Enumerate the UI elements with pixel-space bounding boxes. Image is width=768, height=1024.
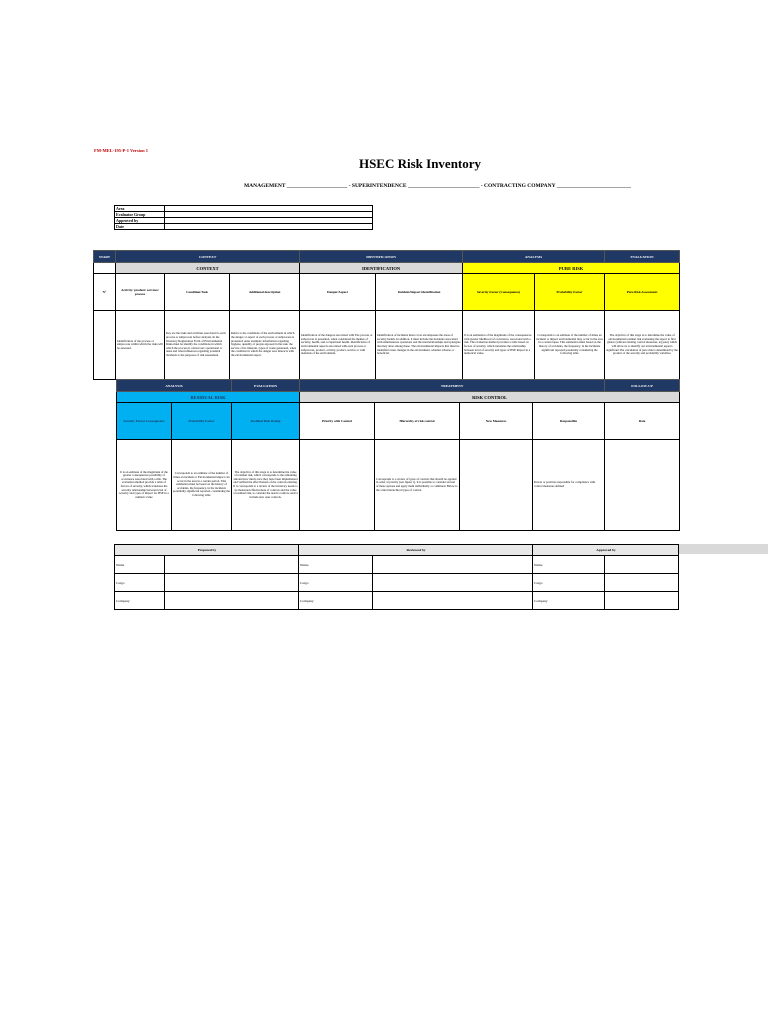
signature-table: [114, 544, 679, 610]
subheader-residual-risk: RESIDUAL RISK: [117, 392, 300, 403]
desc-cell: [605, 440, 680, 531]
subheader-risk-control: RISK CONTROL: [300, 392, 680, 403]
desc-cell: The objective of this stage is to determine the value of residual risk, which corresponds to the remaining amount how much once they have been implemented and verified the effectiveness of the controls existing. If it corresponds to a review of the inventory needs to be measured effectiveness of controls and the value of residual risk, to consider the need to remove and/or include new ones controls.: [232, 440, 300, 531]
sig-label: Cargo: [533, 574, 605, 592]
document-code: FM-MEL-195-P-1 Version 1: [94, 148, 148, 153]
management-line: MANAGEMENT ______________________ - SUPERINTENDENCE __________________________ - CONTRACTING COMPANY ___________________________: [243, 183, 632, 189]
sig-field[interactable]: [165, 556, 299, 574]
risk-inventory-table-1: [93, 250, 680, 380]
sig-field[interactable]: [373, 592, 533, 610]
desc-cell: The objective of this stage is to determine the value of environmental residual risk evaluating the aspect at first glance (without existing control measures, ie) pure) which will allow us to identify our environmental aspects significant The calculation of pure risk is determined by the product of the severity and probability variables.: [605, 311, 680, 380]
header-analysis: ANALYSIS: [463, 251, 605, 263]
sig-field[interactable]: [605, 556, 679, 574]
column-pure-risk-assessment: Pure Risk Assessment: [605, 274, 680, 311]
sig-label: Company: [299, 592, 373, 610]
column-condition: Condition/Task: [165, 274, 230, 311]
desc-cell: Identification of incidents must cover encompasses the areas of security health. In addition, it must include the incidents associated with simultaneous operations and the interrelationships and synergies that may arise among these. The environmental impacts that must be identified cause changes in the environment, whether adverse or beneficial.: [376, 311, 463, 380]
sig-field[interactable]: [165, 592, 299, 610]
info-label: Date: [115, 224, 165, 230]
sig-label: Name: [115, 556, 165, 574]
column-additional-description: Additional description: [230, 274, 300, 311]
sig-field[interactable]: [165, 574, 299, 592]
header-treatment: TREATMENT: [300, 380, 605, 392]
grey-bar: [678, 544, 768, 554]
sig-label: Name: [299, 556, 373, 574]
info-table: [114, 205, 373, 230]
info-row-date: [115, 224, 373, 230]
header-follow-up: FOLLOW-UP: [605, 380, 680, 392]
subheader-context: CONTEXT: [116, 263, 300, 274]
column-danger-aspect: Danger/Aspect: [300, 274, 376, 311]
column-residual-risk-rating: Residual Risk Rating: [232, 403, 300, 440]
prepared-by-header: Prepared by: [115, 545, 299, 556]
column-hierarchy-of-risk-control: Hierarchy of risk control: [375, 403, 460, 440]
sig-label: Name: [533, 556, 605, 574]
info-label: Area: [115, 206, 165, 212]
desc-cell: Corresponds to an estimate of the number of times an incident or impact environmental may occur in the area in a certain lapse. This estimation must based on the history of accidents, the frequency, in the incidents significant reported potentially considering the following table: [535, 311, 605, 380]
sig-field[interactable]: [605, 592, 679, 610]
info-value-field[interactable]: [165, 224, 373, 230]
header-identification: IDENTIFICATION: [300, 251, 463, 263]
sig-label: Company: [115, 592, 165, 610]
header-evaluation: EVALUATION: [232, 380, 300, 392]
subheader-pure-risk: PURE RISK: [463, 263, 680, 274]
desc-cell: It is an estimate of the magnitude of the greater consequences possibility of occurrence associated with a risk. The evaluation method provide a table of factors of severity, which translates the severity relationship between level of severity and types of impact for HSE in a numeric value: [117, 440, 172, 531]
column-incident-impact: Incident/Impact Identification: [376, 274, 463, 311]
subheader-identification: IDENTIFICATION: [300, 263, 463, 274]
column-activity: Activity/ product/ services/ process: [116, 274, 165, 311]
desc-cell: [300, 440, 375, 531]
column-number: N°: [94, 274, 116, 311]
desc-cell: Corresponds to an estimate of the number of times an incident or Environmental impact can occur in the area in a certain period. This estimation must be based on the history of accidents, the frequency, in the incidents potentially significant reported, considering the following table: [172, 440, 232, 531]
column-date: Date: [605, 403, 680, 440]
column-probability-factor: Probability Factor: [535, 274, 605, 311]
header-evaluation: EVALUATION: [605, 251, 680, 263]
approved-by-header: Approved by: [533, 545, 679, 556]
info-label: Evaluator Group: [115, 212, 165, 218]
reviewed-by-header: Reviewed by: [299, 545, 533, 556]
desc-cell: It is an estimation of the magnitude of the consequences with greater likelihood of occurrence, associated with a risk. The evaluation method provides a table based on factors of severity, which translates the relationship between level of severity and types of HSE impact in a numerical value.: [463, 311, 535, 380]
risk-inventory-table-2: [116, 379, 680, 531]
column-priority-with-control: Priority with Control: [300, 403, 375, 440]
desc-cell: [460, 440, 533, 531]
desc-cell: Corresponds to a review of types of controls that should be applied in order of priority (see figure 1). It is possible to consider several of these options and apply them individually or combined. Below is the order hierarchical types of control.: [375, 440, 460, 531]
header-context: CONTEXT: [116, 251, 300, 263]
desc-cell: Person or position responsible for compliance with control measures defined: [533, 440, 605, 531]
column-probability-factor: Probability Factor: [172, 403, 232, 440]
header-analysis: ANALYSIS: [117, 380, 232, 392]
desc-cell: [94, 311, 116, 380]
header-start: START: [94, 251, 116, 263]
desc-cell: Refers to the conditions of the environment in which the danger or aspect of each process or subprocess is presented; enter example: information regarding hygiene, quantity of people exposed in the task, the service of its itinerant, types of waste generated, when the condition in which the danger area interacts with the environmental aspect.: [230, 311, 300, 380]
sig-label: Cargo: [299, 574, 373, 592]
column-responsible: Responsible: [533, 403, 605, 440]
subheader-blank: [94, 263, 116, 274]
sig-field[interactable]: [373, 574, 533, 592]
column-severity-factor: Severity Factor Consequence: [117, 403, 172, 440]
sig-label: Cargo: [115, 574, 165, 592]
document-title: HSEC Risk Inventory: [358, 156, 482, 171]
column-new-measures: New Measures: [460, 403, 533, 440]
sig-field[interactable]: [605, 574, 679, 592]
desc-cell: Identification of the process or subprocess within which the risks will be assessed.: [116, 311, 165, 380]
info-label: Approved by: [115, 218, 165, 224]
column-severity-factor: Severity Factor (Consequence): [463, 274, 535, 311]
sig-field[interactable]: [373, 556, 533, 574]
desc-cell: Identification of the dangers associated with The process or subprocess is presented, when considered the themes of security, health, and occupational health. Identification of environmental aspects associated with each process or subprocess, product, activity, product, service or with elements of the environment.: [300, 311, 376, 380]
desc-cell: Key are the tasks and activities associated to each process or subprocess before analysis. In the Inventory Registration Form of Environmental Risks must be identify the conditions in which which the process is carried out: operational or tasks and what influences regarding potential incidents to the purposes of risk assessment: [165, 311, 230, 380]
sig-label: Company: [533, 592, 605, 610]
